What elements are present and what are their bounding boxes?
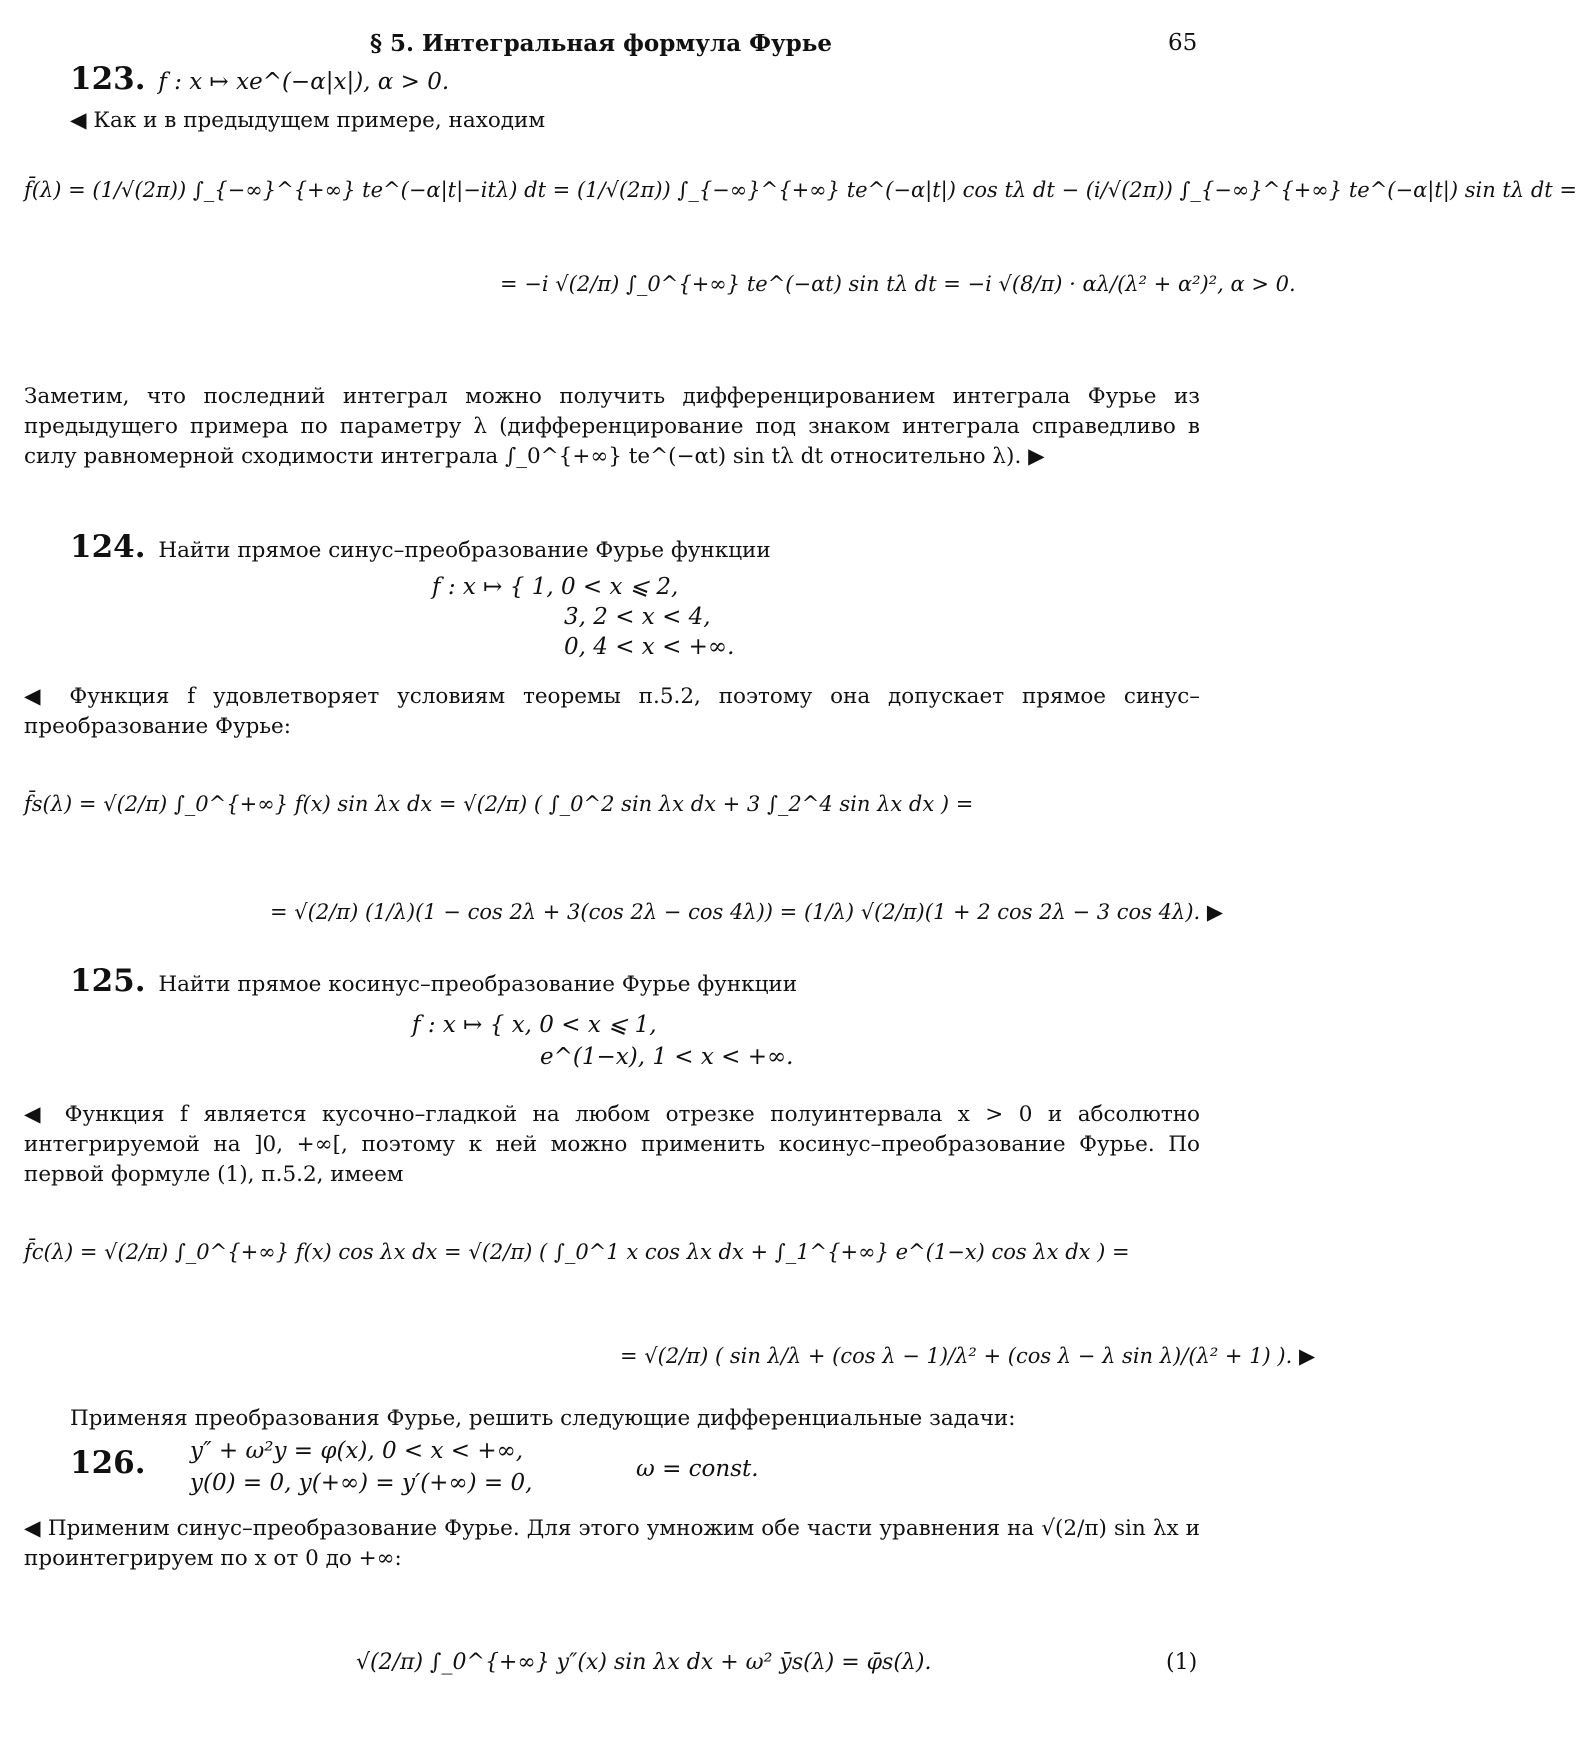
problem-number: 123. [70, 61, 146, 97]
problem-124-heading [70, 529, 771, 566]
section-intro-126: Применяя преобразования Фурье, решить следующие дифференциальные задачи: [70, 1406, 1016, 1431]
function-125-line-1: f : x ↦ { x, 0 < x ⩽ 1, [412, 1012, 657, 1038]
equation-123-1: f̄(λ) = (1/√(2π)) ∫_{−∞}^{+∞} te^(−α|t|−itλ) dt = (1/√(2π)) ∫_{−∞}^{+∞} te^(−α|t|) cos tλ dt − (i/√(2π)) ∫_{−∞}^{+∞} te^(−α|t|) sin tλ dt = [24, 178, 1577, 202]
system-126-line-2: y(0) = 0, y(+∞) = y′(+∞) = 0, [190, 1470, 533, 1496]
equation-123-2: = −i √(2/π) ∫_0^{+∞} te^(−αt) sin tλ dt = −i √(8/π) · αλ/(λ² + α²)², α > 0. [500, 272, 1296, 296]
equation-number: (1) [1166, 1650, 1198, 1675]
problem-125-text: ◀ Функция f является кусочно–гладкой на любом отрезке полуинтервала x > 0 и абсолютно интегрируемой на ]0, +∞[, поэтому к ней можно применить косинус–преобразование Фурье. По первой формуле (1), п.5.2, имеем [24, 1102, 1200, 1187]
section-title: § 5. Интегральная формула Фурье [370, 30, 833, 57]
problem-123-heading [70, 61, 450, 98]
function-125-line-2: e^(1−x), 1 < x < +∞. [540, 1044, 794, 1070]
problem-number: 125. [70, 963, 146, 999]
problem-125-heading [70, 963, 798, 1000]
equation-125-1: f̄c(λ) = √(2/π) ∫_0^{+∞} f(x) cos λx dx = √(2/π) ( ∫_0^1 x cos λx dx + ∫_1^{+∞} e^(1−x) cos λx dx ) = [24, 1240, 1130, 1264]
equation-126: √(2/π) ∫_0^{+∞} y″(x) sin λx dx + ω² ȳs(λ) = φ̄s(λ). [356, 1650, 932, 1675]
problem-number: 126. [70, 1445, 146, 1481]
constant-note: ω = const. [636, 1456, 759, 1482]
system-126-line-1: y″ + ω²y = φ(x), 0 < x < +∞, [190, 1438, 524, 1464]
function-124-line-1: f : x ↦ { 1, 0 < x ⩽ 2, [432, 574, 679, 600]
problem-statement: Найти прямое синус–преобразование Фурье функции [158, 538, 771, 563]
problem-statement: Найти прямое косинус–преобразование Фурье функции [158, 972, 798, 997]
equation-124-1: f̄s(λ) = √(2/π) ∫_0^{+∞} f(x) sin λx dx = √(2/π) ( ∫_0^2 sin λx dx + 3 ∫_2^4 sin λx dx ) = [24, 792, 974, 816]
function-124-line-2: 3, 2 < x < 4, [564, 604, 711, 630]
problem-number: 124. [70, 529, 146, 565]
problem-123-note: Заметим, что последний интеграл можно получить дифференцированием интеграла Фурье из предыдущего примера по параметру λ (дифференцирование под знаком интеграла справедливо в силу равномерной сходимости интеграла ∫_0^{+∞} te^(−αt) sin tλ dt относительно λ). ▶ [24, 384, 1200, 469]
equation-124-2: = √(2/π) (1/λ)(1 − cos 2λ + 3(cos 2λ − cos 4λ)) = (1/λ) √(2/π)(1 + 2 cos 2λ − 3 cos 4λ). ▶ [270, 900, 1224, 924]
problem-statement: f : x ↦ xe^(−α|x|), α > 0. [158, 69, 450, 95]
page-number: 65 [1168, 30, 1198, 56]
function-124-line-3: 0, 4 < x < +∞. [564, 634, 735, 660]
problem-126-heading [70, 1445, 152, 1482]
problem-124-text: ◀ Функция f удовлетворяет условиям теоремы п.5.2, поэтому она допускает прямое синус–преобразование Фурье: [24, 684, 1200, 739]
problem-123-intro: ◀ Как и в предыдущем примере, находим [70, 108, 546, 133]
problem-126-text: ◀ Применим синус–преобразование Фурье. Для этого умножим обе части уравнения на √(2/π) sin λx и проинтегрируем по x от 0 до +∞: [24, 1516, 1200, 1571]
equation-125-2: = √(2/π) ( sin λ/λ + (cos λ − 1)/λ² + (cos λ − λ sin λ)/(λ² + 1) ). ▶ [620, 1344, 1316, 1368]
